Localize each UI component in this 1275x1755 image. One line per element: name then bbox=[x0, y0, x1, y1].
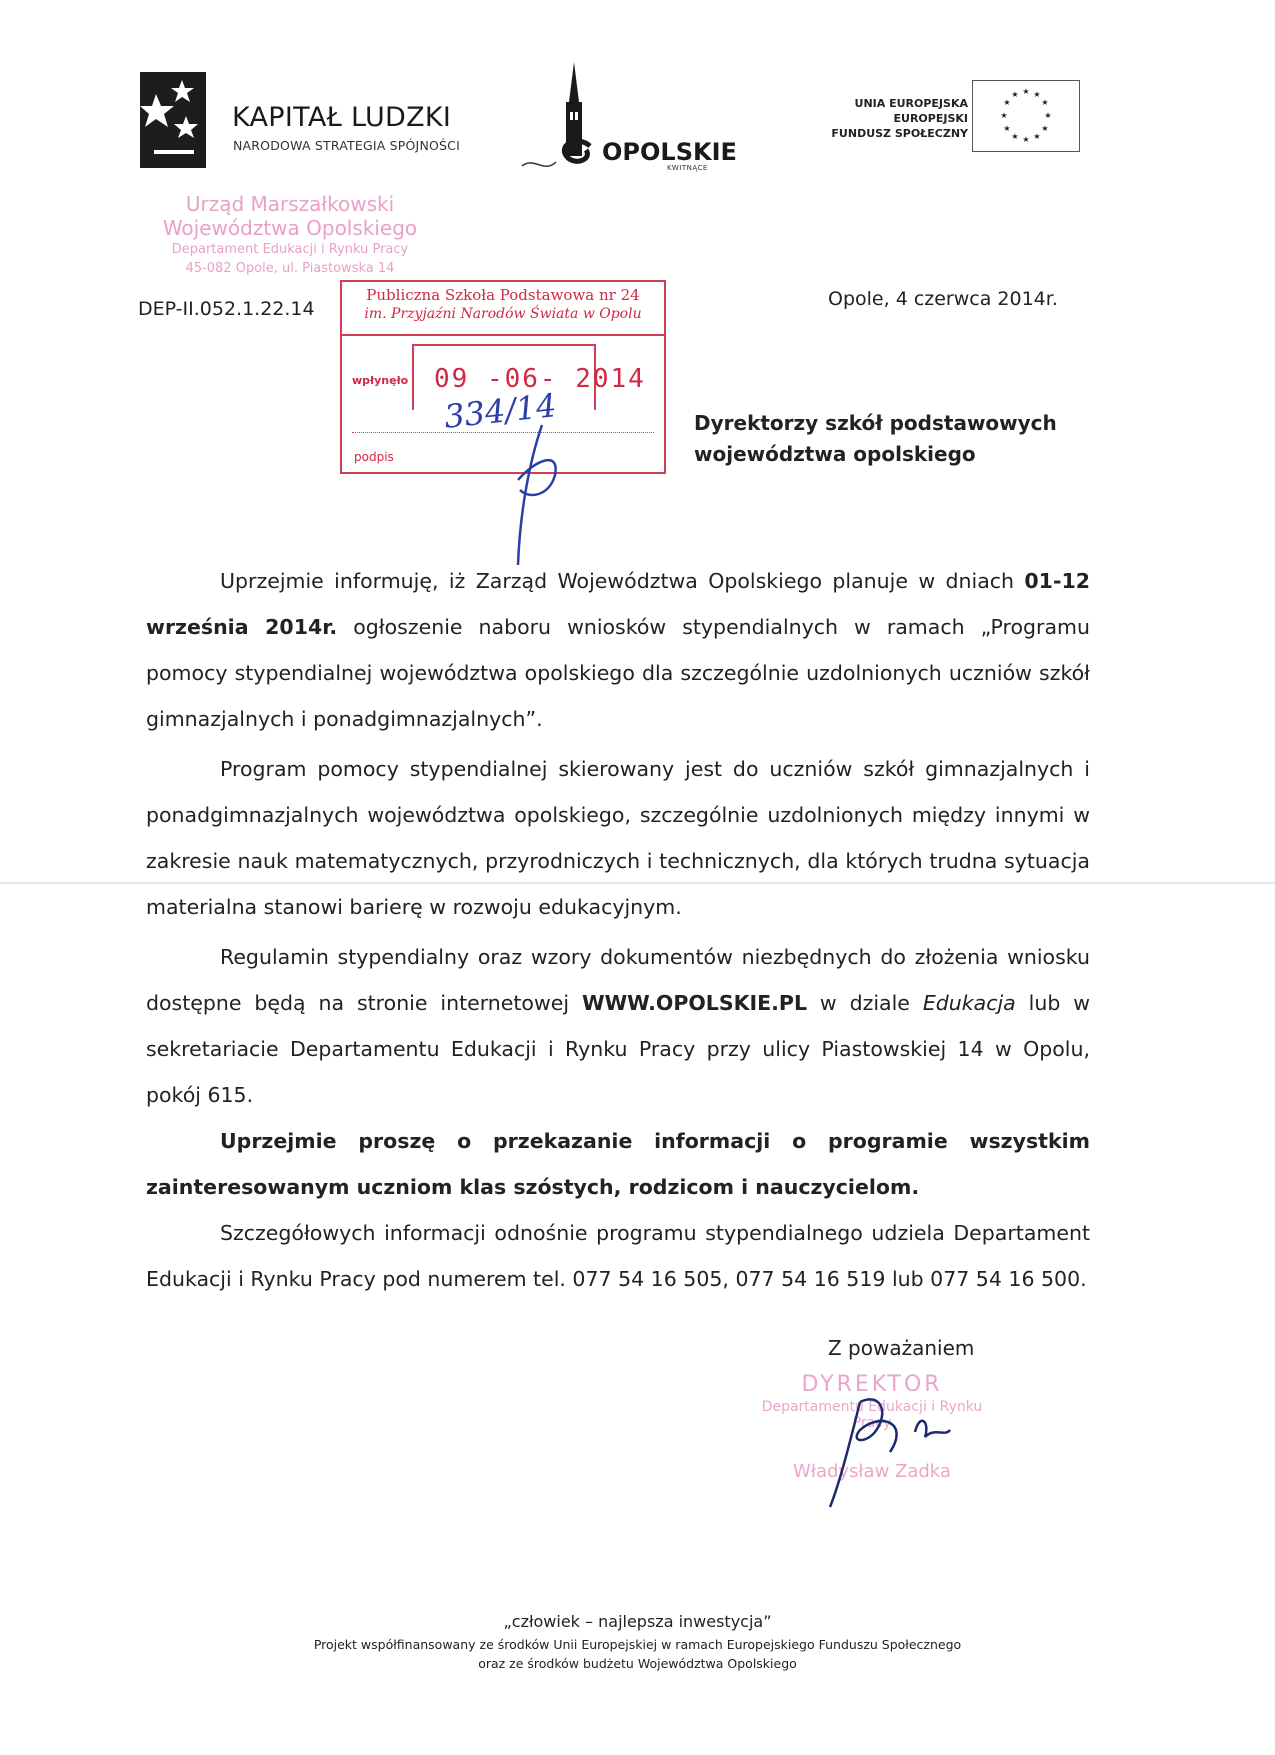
footer-funding-line-1: Projekt współfinansowany ze środków Unii Europejskiej w ramach Europejskiego Funduszu Społecznego bbox=[313, 1637, 962, 1652]
svg-text:★: ★ bbox=[1033, 132, 1041, 141]
svg-text:★: ★ bbox=[1022, 135, 1030, 144]
kapital-ludzki-subtitle: NARODOWA STRATEGIA SPÓJNOŚCI bbox=[233, 138, 460, 153]
received-label: wpłynęło bbox=[352, 374, 409, 387]
paragraph-1 bbox=[146, 558, 1090, 742]
svg-text:★: ★ bbox=[1011, 132, 1019, 141]
p3-text-c: lub w sekretariacie Departamentu Edukacji i Rynku Pracy przy ulicy Piastowskiej 14 w Opolu, pokój 615. bbox=[146, 991, 1091, 1107]
opolskie-logo-icon bbox=[520, 62, 610, 182]
director-name: Władysław Zadka bbox=[793, 1461, 951, 1482]
issuer-stamp bbox=[140, 192, 440, 278]
svg-text:★: ★ bbox=[1044, 111, 1052, 120]
footer-slogan: „człowiek – najlepsza inwestycja” bbox=[503, 1612, 772, 1631]
svg-text:★: ★ bbox=[1003, 124, 1011, 133]
recipient-line-1: Dyrektorzy szkół podstawowych bbox=[694, 411, 1057, 435]
p1-text-b: ogłoszenie naboru wniosków stypendialnych w ramach „Programu pomocy stypendialnej województwa opolskiego dla szczególnie uzdolnionych uczniów szkół gimnazjalnych i ponadgimnazjalnych”. bbox=[146, 615, 1090, 731]
issuer-stamp-line-4: 45-082 Opole, ul. Piastowska 14 bbox=[185, 261, 395, 276]
svg-text:★: ★ bbox=[1000, 111, 1008, 120]
svg-text:★: ★ bbox=[1011, 90, 1019, 99]
opolskie-wordmark: OPOLSKIE bbox=[602, 138, 737, 166]
signature-label: podpis bbox=[354, 450, 394, 464]
eu-line-1: UNIA EUROPEJSKA bbox=[854, 97, 968, 110]
website-link: WWW.OPOLSKIE.PL bbox=[581, 991, 808, 1015]
director-title: DYREKTOR bbox=[801, 1372, 943, 1397]
paragraph-5: Szczegółowych informacji odnośnie programu stypendialnego udziela Departament Edukacji i Rynku Pracy pod numerem tel. 077 54 16 505, 077 54 16 519 lub 077 54 16 500. bbox=[146, 1221, 1090, 1291]
recipient-line-2: województwa opolskiego bbox=[694, 442, 976, 466]
p3-section-name: Edukacja bbox=[922, 991, 1016, 1015]
p3-text-a: Regulamin stypendialny oraz wzory dokumentów niezbędnych do złożenia wniosku dostępne będą na stronie internetowej bbox=[146, 945, 1090, 1015]
opolskie-tagline: KWITNĄCE bbox=[667, 164, 708, 172]
signature-icon bbox=[820, 1382, 1000, 1512]
svg-text:★: ★ bbox=[1003, 98, 1011, 107]
handwritten-initial-icon bbox=[500, 420, 570, 570]
issuer-stamp-line-3: Departament Edukacji i Rynku Pracy bbox=[171, 242, 409, 257]
eu-line-2: EUROPEJSKI bbox=[893, 112, 968, 125]
salutation: Z poważaniem bbox=[828, 1336, 975, 1360]
eu-fund-label bbox=[808, 96, 968, 141]
svg-text:★: ★ bbox=[1041, 124, 1049, 133]
received-stamp-header bbox=[342, 282, 664, 336]
p1-dates: 01-12 września 2014r. bbox=[146, 569, 1090, 639]
paragraph-2: Program pomocy stypendialnej skierowany jest do uczniów szkół gimnazjalnych i ponadgimnazjalnych województwa opolskiego, szczególnie uzdolnionych między innymi w zakresie nauk matematycznych, przyrodniczych i technicznych, dla których trudna sytuacja materialna stanowi barierę w rozwoju edukacyjnym. bbox=[146, 757, 1090, 919]
footer-funding-line-2: oraz ze środków budżetu Województwa Opolskiego bbox=[478, 1656, 797, 1671]
letter-body bbox=[146, 558, 1090, 1302]
paragraph-3 bbox=[146, 934, 1090, 1118]
kapital-ludzki-title: KAPITAŁ LUDZKI bbox=[232, 102, 452, 133]
p1-text-a: Uprzejmie informuję, iż Zarząd Województwa Opolskiego planuje w dniach bbox=[220, 569, 1025, 593]
issuer-stamp-line-1: Urząd Marszałkowski bbox=[185, 192, 395, 216]
eu-flag-icon bbox=[972, 80, 1080, 152]
issuer-stamp-line-2: Województwa Opolskiego bbox=[162, 216, 418, 240]
eu-line-3: FUNDUSZ SPOŁECZNY bbox=[831, 127, 968, 140]
svg-text:★: ★ bbox=[1033, 90, 1041, 99]
school-patron: im. Przyjaźni Narodów Świata w Opolu bbox=[364, 306, 642, 322]
director-department: Departamentu Edukacji i Rynku Pracy bbox=[761, 1399, 983, 1431]
received-date: 09 -06- 2014 bbox=[434, 364, 646, 394]
svg-text:★: ★ bbox=[1022, 87, 1030, 96]
p3-text-b: w dziale bbox=[807, 991, 923, 1015]
kapital-ludzki-logo-icon bbox=[140, 72, 206, 168]
reference-number: DEP-II.052.1.22.14 bbox=[138, 298, 315, 320]
date-line: Opole, 4 czerwca 2014r. bbox=[828, 288, 1058, 310]
handwritten-number: 334/14 bbox=[442, 386, 559, 436]
svg-text:★: ★ bbox=[1041, 98, 1049, 107]
recipient-block bbox=[694, 408, 1057, 470]
paragraph-4: Uprzejmie proszę o przekazanie informacji o programie wszystkim zainteresowanym uczniom klas szóstych, rodzicom i nauczycielom. bbox=[146, 1129, 1090, 1199]
school-name: Publiczna Szkoła Podstawowa nr 24 bbox=[366, 286, 640, 304]
